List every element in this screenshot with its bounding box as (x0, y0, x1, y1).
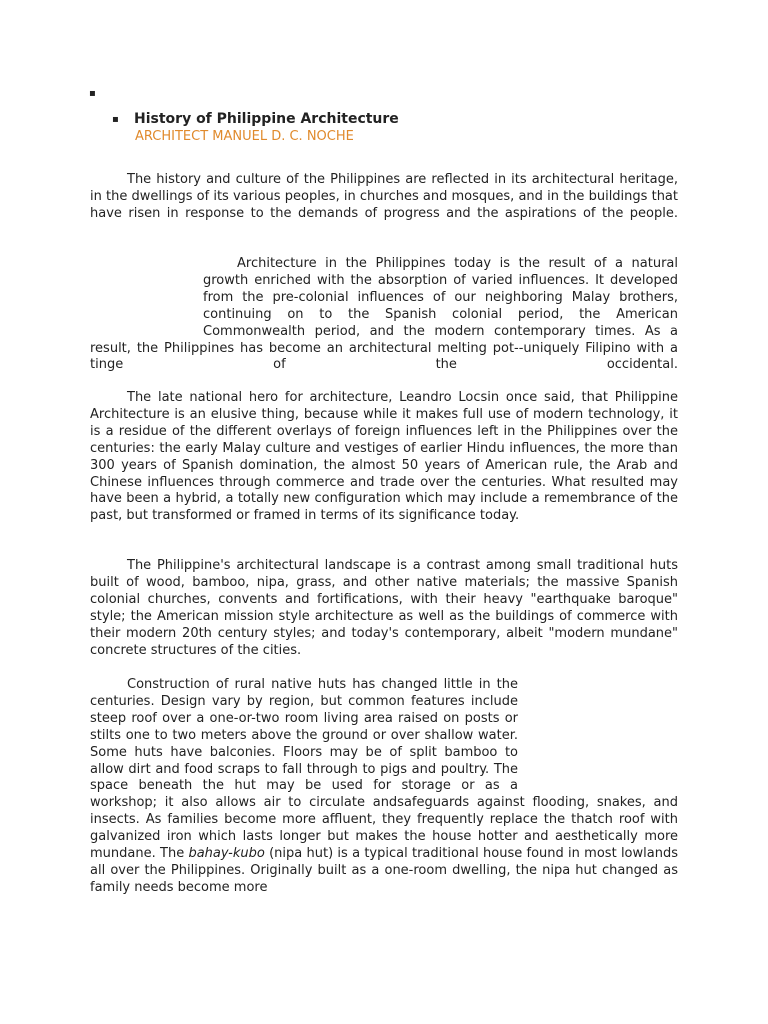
paragraph-2-text: Architecture in the Philippines today is the result of a natural growth enriched with the absorption of varied influences. It developed from the pre-colonial influences of our neighboring Malay brothers, continuing on to the Spanish colonial period, the American Commonwealth period, and the modern contemporary times. As a result, the Philippines has become an architectural melting pot--uniquely Filipino with a tinge of the occidental. (90, 256, 678, 373)
float-spacer (90, 256, 203, 340)
title-bullet-marker: ▪ (112, 113, 119, 125)
paragraph-5-text-b: (nipa hut) is a typical traditional house found in most lowlands all over the Philippines. Originally built as a one-room dwelling, the nipa hut changed as family needs become more (90, 846, 678, 895)
paragraph-3: The late national hero for architecture, Leandro Locsin once said, that Philippine Architecture is an elusive thing, because while it makes full use of modern technology, it is a residue of the different overlays of foreign influences left in the Philippines over the centuries: the early Malay culture and vestiges of earlier Hindu influences, the more than 300 years of Spanish domination, the almost 50 years of American rule, the Arab and Chinese influences through commerce and trade over the centuries. What resulted may have been a hybrid, a totally new configuration which may include a remembrance of the past, but transformed or framed in terms of its significance today. (90, 390, 678, 524)
paragraph-1: The history and culture of the Philippines are reflected in its architectural heritage, in the dwellings of its various peoples, in churches and mosques, and in the buildings that have risen in response to the demands of progress and the aspirations of the people. (90, 172, 678, 221)
document-title: History of Philippine Architecture (134, 111, 399, 127)
paragraph-5-italic-term: bahay-kubo (188, 846, 265, 862)
paragraph-5-text-a: Construction of rural native huts has changed little in the centuries. Design vary by region, but common features include steep roof over a one-or-two room living area raised on posts or stilts one to two meters above the ground or over shallow water. Some huts have balconies. Floors may be of split bamboo to allow dirt and food scraps to fall through to pigs and poultry. The space beneath the hut may be used for storage or as a workshop; it also allows air to circulate andsafeguards against flooding, snakes, and insects. As families become more affluent, they frequently replace the thatch roof with galvanized iron which lasts longer but makes the house hotter and aesthetically more mundane. The (90, 677, 678, 862)
paragraph-2 (90, 256, 678, 374)
document-author: ARCHITECT MANUEL D. C. NOCHE (135, 129, 354, 144)
document-title-row (112, 111, 399, 127)
float-spacer-right (518, 677, 678, 795)
paragraph-4: The Philippine's architectural landscape is a contrast among small traditional huts built of wood, bamboo, nipa, grass, and other native materials; the massive Spanish colonial churches, convents and fortifications, with their heavy "earthquake baroque" style; the American mission style architecture as well as the buildings of commerce with their modern 20th century styles; and today's contemporary, albeit "modern mundane" concrete structures of the cities. (90, 558, 678, 658)
paragraph-5 (90, 677, 678, 897)
bullet-marker: ▪ (89, 88, 96, 99)
